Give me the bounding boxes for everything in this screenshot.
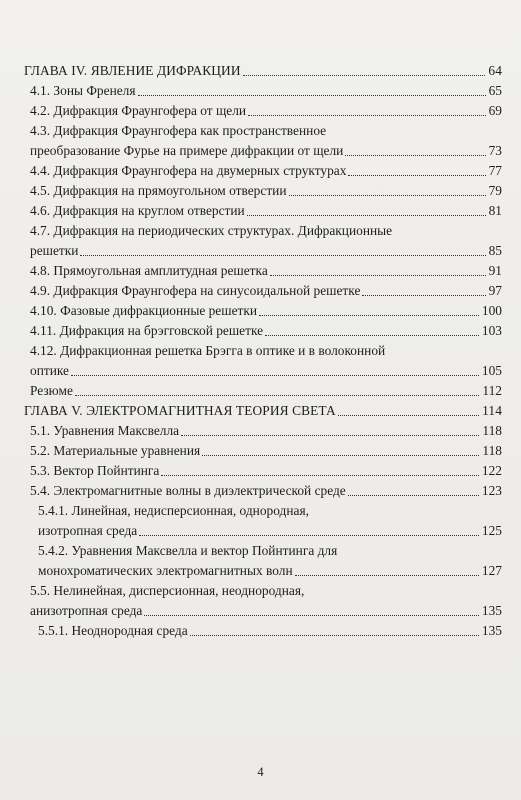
toc-entry-title: 4.6. Дифракция на круглом отверстии	[30, 203, 245, 218]
toc-section-entry[interactable]	[24, 421, 502, 441]
toc-section-entry[interactable]	[24, 181, 502, 201]
toc-dot-leader	[295, 575, 479, 576]
toc-entry-title: 5.4. Электромагнитные волны в диэлектрической среде	[30, 483, 346, 498]
toc-dot-leader	[259, 315, 479, 316]
toc-entry-title: 5.3. Вектор Пойнтинга	[30, 463, 160, 478]
toc-section-entry[interactable]	[24, 381, 502, 401]
toc-entry-title: 4.2. Дифракция Фраунгофера от щели	[30, 103, 247, 118]
toc-page-number: 85	[488, 243, 502, 258]
toc-page-number: 105	[481, 363, 502, 378]
page-number: 4	[257, 765, 264, 779]
toc-entry-title: 4.3. Дифракция Фраунгофера как пространственное	[30, 123, 327, 138]
toc-dot-leader	[71, 375, 479, 376]
toc-section-entry[interactable]	[24, 161, 502, 181]
toc-entry-title: ГЛАВА V. ЭЛЕКТРОМАГНИТНАЯ ТЕОРИЯ СВЕТА	[24, 403, 336, 418]
toc-page-number: 125	[481, 523, 502, 538]
toc-section-entry[interactable]	[24, 621, 502, 641]
toc-dot-leader	[75, 395, 479, 396]
toc-dot-leader	[181, 435, 479, 436]
toc-entry-title: 4.4. Дифракция Фраунгофера на двумерных структурах	[30, 163, 347, 178]
toc-page-number: 65	[488, 83, 502, 98]
toc-page-number: 77	[488, 163, 502, 178]
toc-section-entry[interactable]	[24, 281, 502, 301]
toc-section-entry[interactable]	[24, 581, 502, 621]
toc-page-number: 64	[488, 63, 502, 78]
toc-dot-leader	[270, 275, 486, 276]
toc-dot-leader	[80, 255, 485, 256]
toc-dot-leader	[289, 195, 486, 196]
toc-section-entry[interactable]	[24, 501, 502, 541]
toc-section-entry[interactable]	[24, 101, 502, 121]
toc-entry-title: решетки	[30, 243, 79, 258]
toc-section-entry[interactable]	[24, 121, 502, 161]
toc-section-entry[interactable]	[24, 201, 502, 221]
toc-page-number: 73	[488, 143, 502, 158]
toc-page-number: 114	[482, 403, 502, 418]
toc-entry-title: 4.1. Зоны Френеля	[30, 83, 136, 98]
toc-section-entry[interactable]	[24, 321, 502, 341]
toc-dot-leader	[345, 155, 485, 156]
toc-section-entry[interactable]	[24, 441, 502, 461]
toc-entry-title: 4.11. Дифракция на брэгговской решетке	[30, 323, 264, 338]
toc-entry-title: 4.9. Дифракция Фраунгофера на синусоидальной решетке	[30, 283, 361, 298]
toc-entry-title: 5.5.1. Неоднородная среда	[38, 623, 188, 638]
table-of-contents	[24, 61, 502, 641]
toc-page-number: 100	[481, 303, 502, 318]
toc-entry-title: 4.8. Прямоугольная амплитудная решетка	[30, 263, 268, 278]
toc-entry-title: 5.1. Уравнения Максвелла	[30, 423, 180, 438]
toc-page-number: 123	[481, 483, 502, 498]
toc-dot-leader	[144, 615, 479, 616]
toc-entry-title: 4.10. Фазовые дифракционные решетки	[30, 303, 258, 318]
toc-entry-title: изотропная среда	[38, 523, 138, 538]
toc-page-number: 135	[481, 623, 502, 638]
toc-page-number: 135	[481, 603, 502, 618]
toc-entry-title: оптике	[30, 363, 69, 378]
toc-entry-title: Резюме	[30, 383, 73, 398]
toc-entry-title: ГЛАВА IV. ЯВЛЕНИЕ ДИФРАКЦИИ	[24, 63, 241, 78]
toc-page-number: 81	[488, 203, 502, 218]
toc-section-entry[interactable]	[24, 81, 502, 101]
toc-dot-leader	[190, 635, 479, 636]
toc-dot-leader	[243, 75, 486, 76]
toc-chapter-entry[interactable]	[24, 61, 502, 81]
toc-entry-title: 5.4.1. Линейная, недисперсионная, однородная,	[38, 503, 309, 518]
toc-dot-leader	[362, 295, 485, 296]
toc-page-number: 112	[482, 383, 502, 398]
toc-entry-title: преобразование Фурье на примере дифракции от щели	[30, 143, 344, 158]
toc-dot-leader	[161, 475, 479, 476]
toc-entry-title: анизотропная среда	[30, 603, 143, 618]
toc-entry-title: 5.5. Нелинейная, дисперсионная, неоднородная,	[30, 583, 305, 598]
toc-dot-leader	[265, 335, 479, 336]
toc-dot-leader	[348, 175, 485, 176]
toc-chapter-entry[interactable]	[24, 401, 502, 421]
toc-entry-title: 4.12. Дифракционная решетка Брэгга в оптике и в волоконной	[30, 343, 386, 358]
toc-section-entry[interactable]	[24, 461, 502, 481]
toc-page-number: 122	[481, 463, 502, 478]
toc-page-number: 118	[482, 443, 502, 458]
toc-entry-title: 4.7. Дифракция на периодических структурах. Дифракционные	[30, 223, 393, 238]
toc-section-entry[interactable]	[24, 301, 502, 321]
toc-section-entry[interactable]	[24, 541, 502, 581]
toc-page-number: 118	[482, 423, 502, 438]
toc-dot-leader	[247, 215, 486, 216]
toc-page-number: 127	[481, 563, 502, 578]
toc-entry-title: монохроматических электромагнитных волн	[38, 563, 293, 578]
toc-section-entry[interactable]	[24, 261, 502, 281]
toc-dot-leader	[139, 535, 479, 536]
toc-page-number: 69	[488, 103, 502, 118]
toc-page-number: 91	[488, 263, 502, 278]
toc-entry-title: 4.5. Дифракция на прямоугольном отверстии	[30, 183, 287, 198]
toc-page-number: 103	[481, 323, 502, 338]
toc-entry-title: 5.4.2. Уравнения Максвелла и вектор Пойнтинга для	[38, 543, 338, 558]
toc-entry-title: 5.2. Материальные уравнения	[30, 443, 201, 458]
toc-section-entry[interactable]	[24, 481, 502, 501]
toc-section-entry[interactable]	[24, 221, 502, 261]
toc-dot-leader	[202, 455, 479, 456]
toc-page-number: 97	[488, 283, 502, 298]
toc-dot-leader	[248, 115, 486, 116]
toc-page-number: 79	[488, 183, 502, 198]
toc-dot-leader	[338, 415, 479, 416]
toc-section-entry[interactable]	[24, 341, 502, 381]
toc-dot-leader	[138, 95, 486, 96]
toc-dot-leader	[348, 495, 479, 496]
